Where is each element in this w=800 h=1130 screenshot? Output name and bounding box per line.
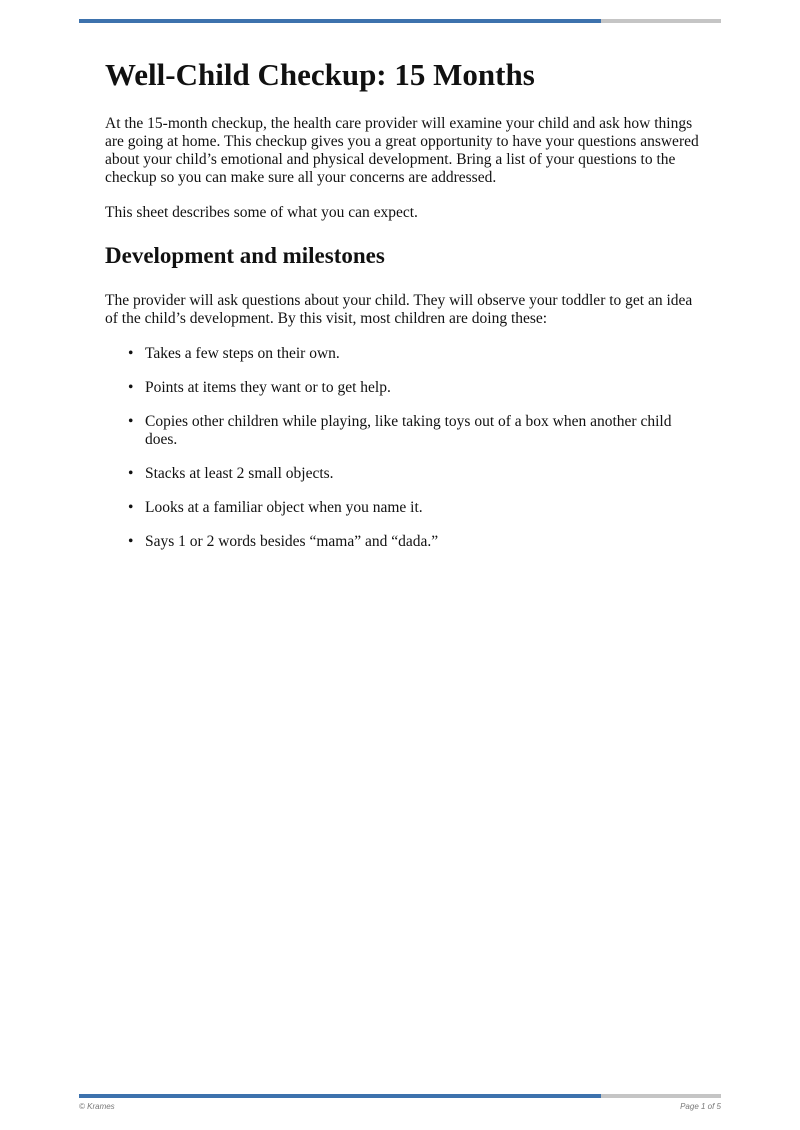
intro-paragraph: At the 15-month checkup, the health care provider will examine your child and ask how things are going at home. This checkup gives you a great opportunity to have your questions answered about your child’s emotional and physical development. Bring a list of your questions to the checkup so you can make sure all your concerns are addressed. — [105, 115, 699, 186]
list-item: • Points at items they want or to get help. — [145, 379, 705, 397]
list-item: • Says 1 or 2 words besides “mama” and “dada.” — [145, 533, 705, 551]
list-item: • Looks at a familiar object when you name it. — [145, 499, 705, 517]
footer-rule — [79, 1094, 721, 1098]
header-rule-accent — [79, 19, 601, 23]
page-title: Well-Child Checkup: 15 Months — [105, 57, 535, 92]
document-body — [105, 56, 705, 567]
footer-rule-gray — [601, 1094, 721, 1098]
footer-rule-accent — [79, 1094, 601, 1098]
intro-paragraph: This sheet describes some of what you can expect. — [105, 204, 418, 221]
page-number: Page 1 of 5 — [680, 1102, 721, 1111]
list-item: • Stacks at least 2 small objects. — [145, 465, 705, 483]
section-paragraph: The provider will ask questions about your child. They will observe your toddler to get an idea of the child’s development. By this visit, most children are doing these: — [105, 292, 693, 327]
list-item: • Copies other children while playing, like taking toys out of a box when another child does. — [145, 413, 705, 449]
section-heading: Development and milestones — [105, 243, 385, 268]
header-rule-gray — [601, 19, 721, 23]
list-item: • Takes a few steps on their own. — [145, 345, 705, 363]
header-rule — [79, 19, 721, 23]
milestone-list — [105, 345, 705, 551]
copyright-text: © Krames — [79, 1102, 115, 1111]
